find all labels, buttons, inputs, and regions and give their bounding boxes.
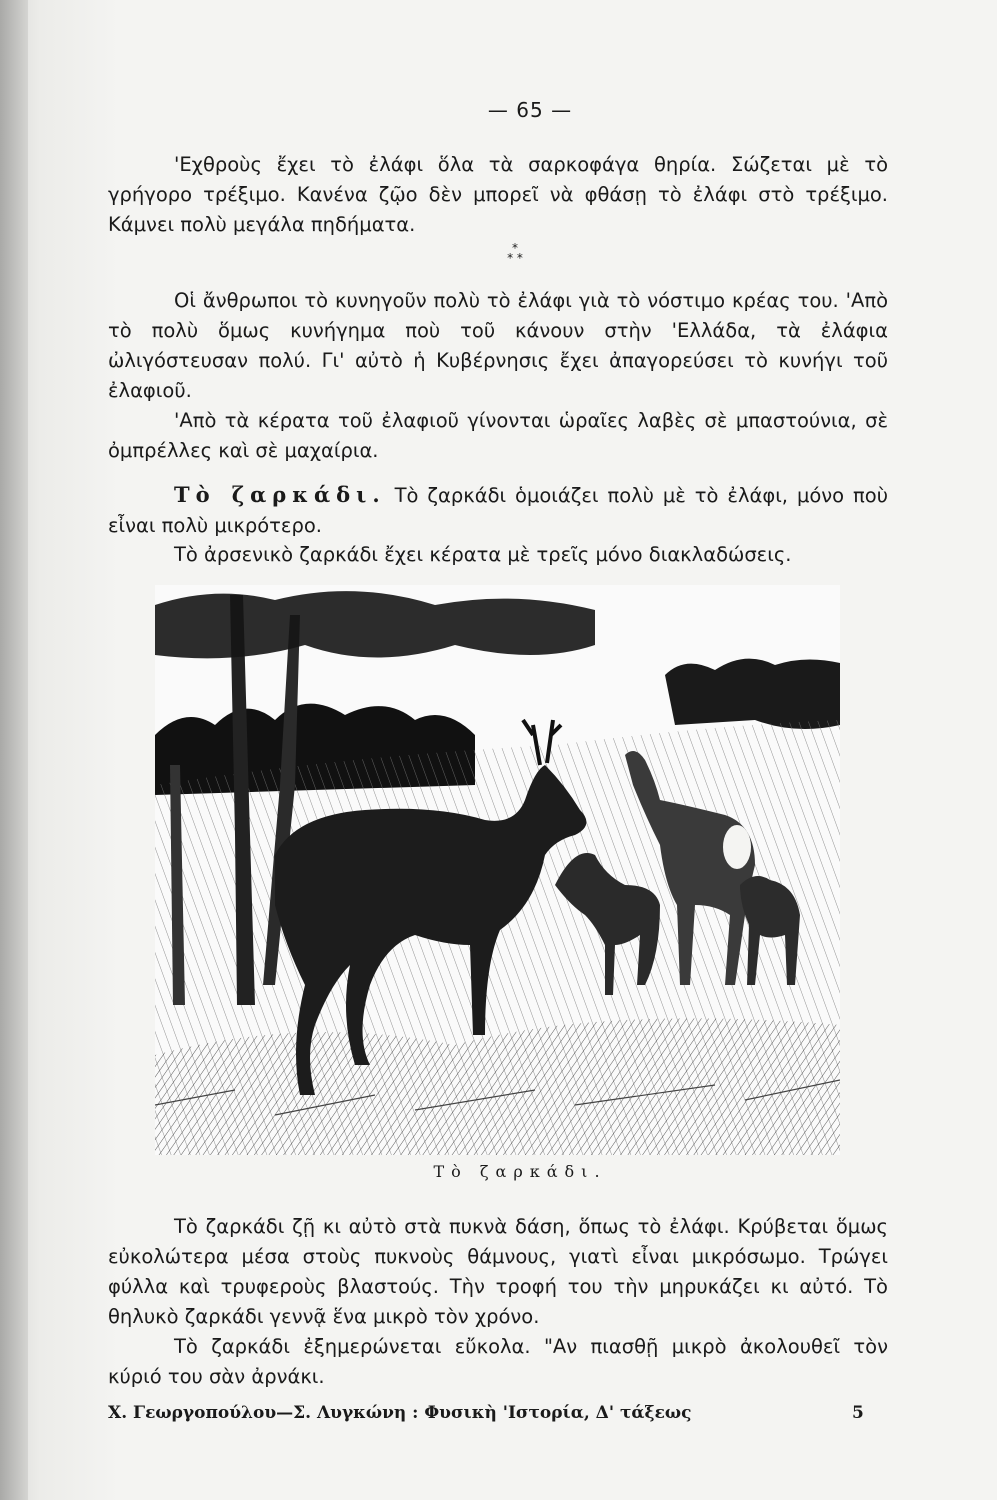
page-number: — 65 — — [487, 98, 573, 122]
footer-book-title: Χ. Γεωργοπούλου—Σ. Λυγκώνη : Φυσικὴ 'Ιστορία, Δ' τάξεως — [108, 1403, 692, 1423]
section-heading-roe-deer: Τὸ ζαρκάδι. — [174, 482, 386, 507]
footer-signature-number: 5 — [852, 1403, 864, 1423]
separator-star-top: * — [512, 241, 518, 255]
page-fold-shadow — [0, 0, 28, 1500]
paragraph-antlers: 'Απὸ τὰ κέρατα τοῦ ἐλαφιοῦ γίνονται ὡραῖες λαβὲς σὲ μπαστούνια, σὲ ὀμπρέλλες καὶ σὲ μαχαίρια. — [108, 409, 888, 462]
paragraph-hunting: Οἱ ἄνθρωποι τὸ κυνηγοῦν πολὺ τὸ ἐλάφι γιὰ τὸ νόστιμο κρέας του. 'Απὸ τὸ πολὺ ὅμως κυνήγημα ποὺ τοῦ κάνουν στὴν 'Ελλάδα, τὰ ἐλάφια ὠλιγόστευσαν πολύ. Γι' αὐτὸ ἡ Κυβέρνησις ἔχει ἀπαγορεύσει τὸ κυνήγι τοῦ ἐλαφιοῦ. — [108, 289, 888, 402]
figure-caption: Τὸ ζαρκάδι. — [433, 1162, 607, 1181]
paragraph-taming: Τὸ ζαρκάδι ἐξημερώνεται εὔκολα. "Αν πιασθῇ μικρὸ ἀκολουθεῖ τὸν κύριό του σὰν ἀρνάκι. — [108, 1335, 888, 1388]
paragraph-male-antlers: Τὸ ἀρσενικὸ ζαρκάδι ἔχει κέρατα μὲ τρεῖς μόνο διακλαδώσεις. — [174, 543, 792, 566]
paragraph-roe-deer-intro — [108, 480, 888, 541]
section-separator — [490, 243, 540, 263]
paragraph-habitat: Τὸ ζαρκάδι ζῇ κι αὐτὸ στὰ πυκνὰ δάση, ὅπως τὸ ἐλάφι. Κρύβεται ὅμως εὐκολώτερα μέσα στοὺς πυκνοὺς θάμνους, γιατὶ εἶναι μικρόσωμο. Τρώγει φύλλα καὶ τρυφεροὺς βλαστούς. Τὴν τροφή του τὴν μηρυκάζει κι αὐτό. Τὸ θηλυκὸ ζαρκάδι γεννᾷ ἕνα μικρὸ τὸν χρόνο. — [108, 1215, 888, 1328]
paragraph-enemies: 'Εχθροὺς ἔχει τὸ ἐλάφι ὅλα τὰ σαρκοφάγα θηρία. Σώζεται μὲ τὸ γρήγορο τρέξιμο. Κανένα ζῷο δὲν μπορεῖ νὰ φθάσῃ τὸ ἐλάφι στὸ τρέξιμο. Κάμνει πολὺ μεγάλα πηδήματα. — [108, 153, 888, 236]
roe-deer-illustration — [155, 585, 840, 1155]
roe-deer-intro-text: Τὸ ζαρκάδι ὁμοιάζει πολὺ μὲ τὸ ἐλάφι, μόνο ποὺ εἶναι πολὺ μικρότερο. — [108, 484, 888, 537]
roe-deer-engraving — [155, 585, 840, 1155]
separator-stars-bottom: * * — [507, 251, 523, 265]
